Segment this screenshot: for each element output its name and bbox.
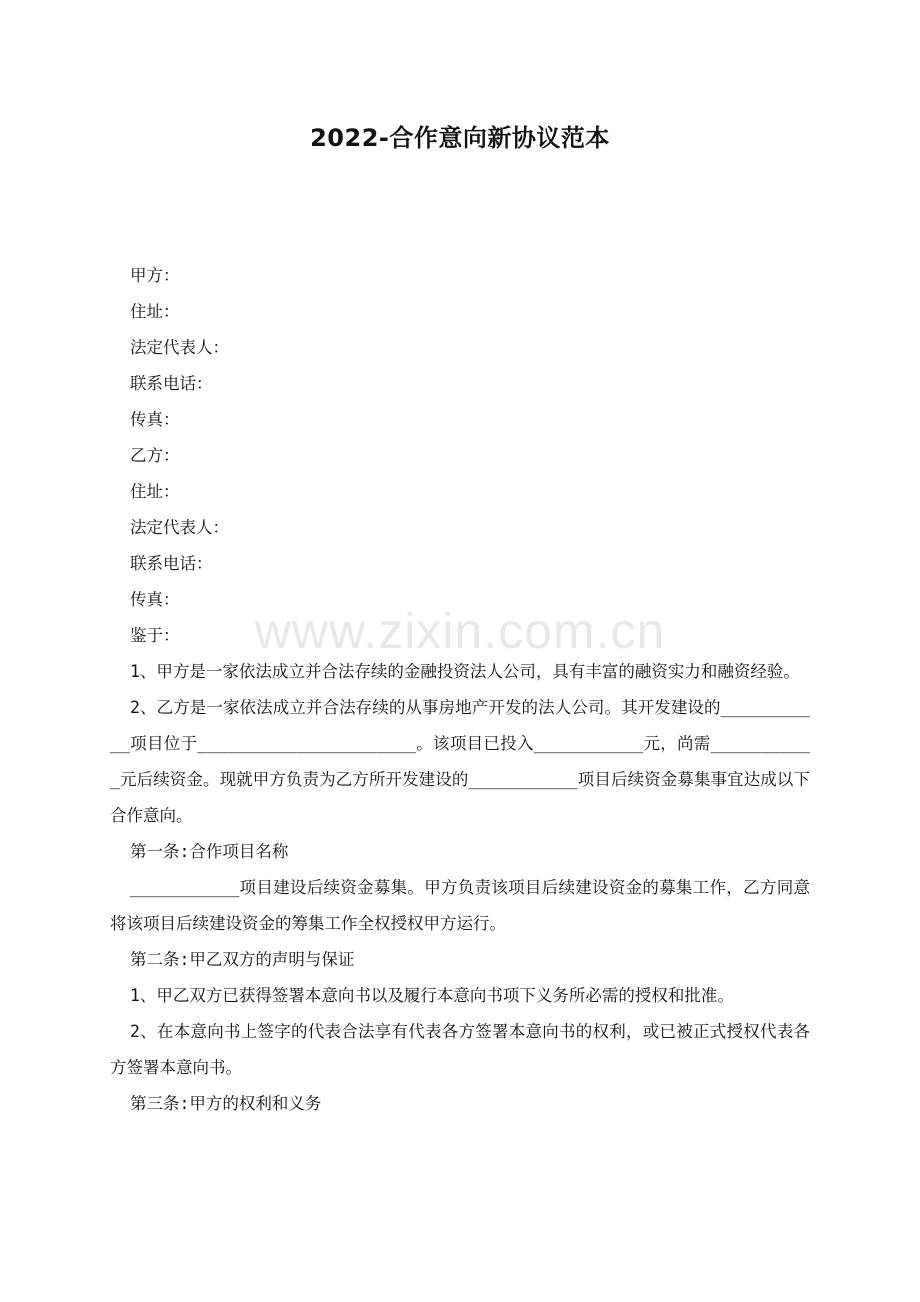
- party-a-label: 甲方：: [130, 266, 180, 285]
- party-b-label: 乙方：: [130, 446, 180, 465]
- party-a-fax: 传真：: [130, 410, 180, 429]
- article-2-item-2: 2、在本意向书上签字的代表合法享有代表各方签署本意向书的权利，或已被正式授权代表各方签署本意向书。: [110, 1022, 810, 1077]
- article-1-heading: 第一条:合作项目名称: [130, 842, 289, 861]
- party-b-fax: 传真：: [130, 590, 180, 609]
- party-a-phone: 联系电话：: [130, 374, 213, 393]
- article-3-heading: 第三条:甲方的权利和义务: [130, 1094, 322, 1113]
- party-a-address: 住址：: [130, 302, 180, 321]
- whereas-heading: 鉴于：: [130, 626, 180, 645]
- party-b-phone: 联系电话：: [130, 554, 213, 573]
- party-b-legal-rep: 法定代表人：: [130, 518, 229, 537]
- article-2-heading: 第二条:甲乙双方的声明与保证: [130, 950, 355, 969]
- party-a-legal-rep: 法定代表人：: [130, 338, 229, 357]
- party-b-address: 住址：: [130, 482, 180, 501]
- watermark: www.zixin.com.cn: [254, 603, 666, 659]
- whereas-clause-1: 1、甲方是一家依法成立并合法存续的金融投资法人公司，具有丰富的融资实力和融资经验。: [130, 662, 800, 681]
- whereas-clause-2: 2、乙方是一家依法成立并合法存续的从事房地产开发的法人公司。其开发建设的___________项目位于______________________。该项目已投入___________元，尚需___________元后续资金。现就甲方负责为乙方所开发建设的___________项目后续资金募集事宜达成以下合作意向。: [110, 698, 810, 825]
- document-title: 2022-合作意向新协议范本: [310, 124, 610, 152]
- document-body: [110, 258, 810, 1122]
- article-2-item-1: 1、甲乙双方已获得签署本意向书以及履行本意向书项下义务所必需的授权和批准。: [130, 986, 734, 1005]
- article-1-body: ___________项目建设后续资金募集。甲方负责该项目后续建设资金的募集工作，乙方同意将该项目后续建设资金的筹集工作全权授权甲方运行。: [110, 878, 810, 933]
